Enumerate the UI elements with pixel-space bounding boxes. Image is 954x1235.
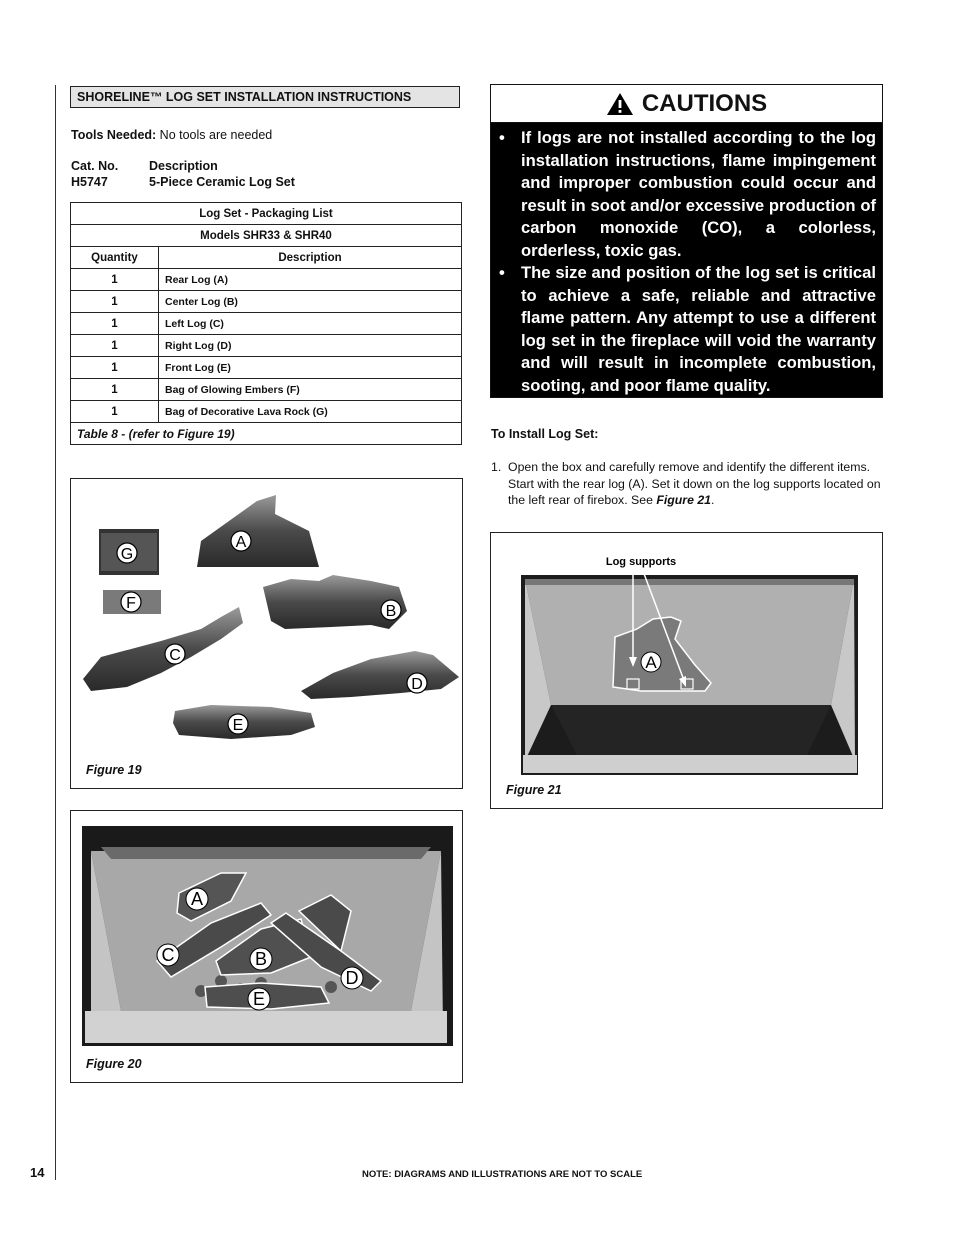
- label-f: F: [126, 595, 136, 612]
- figure-19-caption: Figure 19: [86, 763, 142, 777]
- table-row: [71, 379, 462, 401]
- log-supports-photo: [491, 533, 881, 807]
- packaging-table: [70, 202, 462, 445]
- table-row: [71, 313, 462, 335]
- bullet: •: [499, 128, 505, 147]
- table-row: [71, 335, 462, 357]
- row-qty: 1: [71, 313, 159, 335]
- step-body: [508, 459, 883, 509]
- label-e: E: [252, 989, 266, 1009]
- step-number: 1.: [491, 460, 502, 474]
- label-c: C: [161, 945, 175, 965]
- footer-note: NOTE: DIAGRAMS AND ILLUSTRATIONS ARE NOT TO SCALE: [362, 1169, 643, 1180]
- callout-label: Log supports: [605, 556, 677, 568]
- step-end: .: [711, 493, 715, 507]
- row-desc: Right Log (D): [159, 335, 462, 357]
- catalog-row: [71, 175, 295, 189]
- row-desc: Rear Log (A): [159, 269, 462, 291]
- figure-20-caption: Figure 20: [86, 1057, 142, 1071]
- row-qty: 1: [71, 269, 159, 291]
- section-title: SHORELINE™ LOG SET INSTALLATION INSTRUCTIONS: [70, 86, 460, 108]
- row-qty: 1: [71, 335, 159, 357]
- table-row: [71, 291, 462, 313]
- tools-needed: [71, 128, 272, 142]
- label-d: D: [411, 676, 423, 693]
- label-a: A: [645, 653, 657, 672]
- log-set-illustration: [71, 479, 461, 787]
- cautions-list: [491, 123, 882, 397]
- table-caption: Table 8 - (refer to Figure 19): [71, 423, 462, 445]
- bullet: •: [499, 263, 505, 282]
- caution-text: If logs are not installed according to the log installation instructions, flame impingement and improper combustion could occur and result in soot and/or excessive production of carbon monoxide (CO), a colorless, orderless, toxic gas.: [521, 128, 876, 260]
- install-heading: To Install Log Set:: [491, 427, 599, 441]
- cat-no-header: Cat. No.: [71, 159, 119, 173]
- label-a: A: [190, 889, 204, 909]
- left-log-c: [83, 607, 243, 691]
- figure-19: [70, 478, 463, 789]
- table-row: [71, 357, 462, 379]
- figure-20: [70, 810, 463, 1083]
- row-desc: Bag of Decorative Lava Rock (G): [159, 401, 462, 423]
- table-models: Models SHR33 & SHR40: [71, 225, 462, 247]
- rear-log-a: [197, 495, 319, 567]
- right-log-d: [301, 651, 459, 699]
- page-number: 14: [30, 1165, 45, 1180]
- row-qty: 1: [71, 401, 159, 423]
- table-title: Log Set - Packaging List: [71, 203, 462, 225]
- caution-item: [497, 127, 876, 262]
- label-b: B: [385, 603, 397, 620]
- install-step-1: [491, 459, 883, 509]
- row-desc: Front Log (E): [159, 357, 462, 379]
- figure-21-caption: Figure 21: [506, 783, 562, 797]
- row-qty: 1: [71, 379, 159, 401]
- label-e: E: [232, 717, 244, 734]
- row-qty: 1: [71, 357, 159, 379]
- step-text: Open the box and carefully remove and identify the different items. Start with the rear log (A). Set it down on the log supports located on the left rear of firebox. See: [508, 460, 881, 507]
- caution-item: [497, 262, 876, 397]
- cautions-header: [491, 85, 882, 123]
- table-row: [71, 401, 462, 423]
- figure-21: [490, 532, 883, 809]
- tools-value: No tools are needed: [156, 128, 273, 142]
- label-a: A: [235, 534, 247, 551]
- cautions-title: CAUTIONS: [641, 89, 768, 117]
- caution-text: The size and position of the log set is critical to achieve a safe, reliable and attractive flame pattern. Any attempt to use a different log set in the fireplace will void the warranty and will result in incomplete combustion, sooting, and poor flame quality.: [521, 263, 876, 395]
- warning-icon: [606, 92, 634, 116]
- step-figure-ref: Figure 21: [656, 493, 711, 507]
- cautions-box: [490, 84, 883, 398]
- label-d: D: [345, 968, 359, 988]
- row-qty: 1: [71, 291, 159, 313]
- catalog-header: [71, 159, 218, 173]
- label-c: C: [169, 647, 181, 664]
- row-desc: Center Log (B): [159, 291, 462, 313]
- margin-rule: [55, 85, 56, 1180]
- installed-logs-photo: [71, 811, 461, 1081]
- label-g: G: [120, 546, 134, 563]
- cat-desc: 5-Piece Ceramic Log Set: [149, 175, 295, 189]
- col-description: Description: [159, 247, 462, 269]
- table-row: [71, 269, 462, 291]
- cat-desc-header: Description: [149, 159, 218, 173]
- row-desc: Bag of Glowing Embers (F): [159, 379, 462, 401]
- col-quantity: Quantity: [71, 247, 159, 269]
- tools-label: Tools Needed:: [71, 128, 157, 142]
- label-b: B: [254, 949, 268, 969]
- row-desc: Left Log (C): [159, 313, 462, 335]
- cat-no: H5747: [71, 175, 108, 189]
- grate: [551, 705, 831, 755]
